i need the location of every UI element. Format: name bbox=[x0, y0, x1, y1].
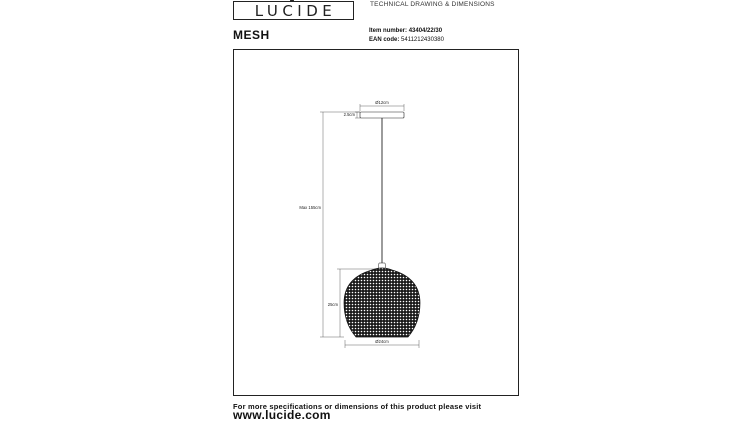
ean-value: 5411212430380 bbox=[401, 36, 444, 43]
canopy-height-label: 2.5cm bbox=[343, 112, 355, 117]
mesh-shade bbox=[344, 268, 420, 337]
document-type: TECHNICAL DRAWING & DIMENSIONS bbox=[370, 1, 495, 8]
shade-height-label: 25cm bbox=[327, 302, 338, 307]
canopy bbox=[360, 112, 404, 118]
canopy-diameter-dim bbox=[360, 104, 404, 111]
ean-label: EAN code: bbox=[369, 36, 400, 43]
product-name: MESH bbox=[233, 28, 270, 42]
item-number-label: Item number: bbox=[369, 28, 408, 34]
logo-text: LUCIDE bbox=[254, 2, 337, 20]
canopy-height-dim bbox=[355, 112, 360, 118]
website-link[interactable]: www.lucide.com bbox=[233, 408, 331, 422]
item-number-value: 43404/22/30 bbox=[408, 28, 443, 34]
shade-diameter-label: Ø24cm bbox=[375, 339, 389, 344]
max-height-label: Max 155cm bbox=[299, 205, 321, 210]
canopy-diameter-label: Ø12cm bbox=[375, 100, 389, 105]
footer-note: For more specifications or dimensions of this product please visit bbox=[233, 402, 482, 411]
